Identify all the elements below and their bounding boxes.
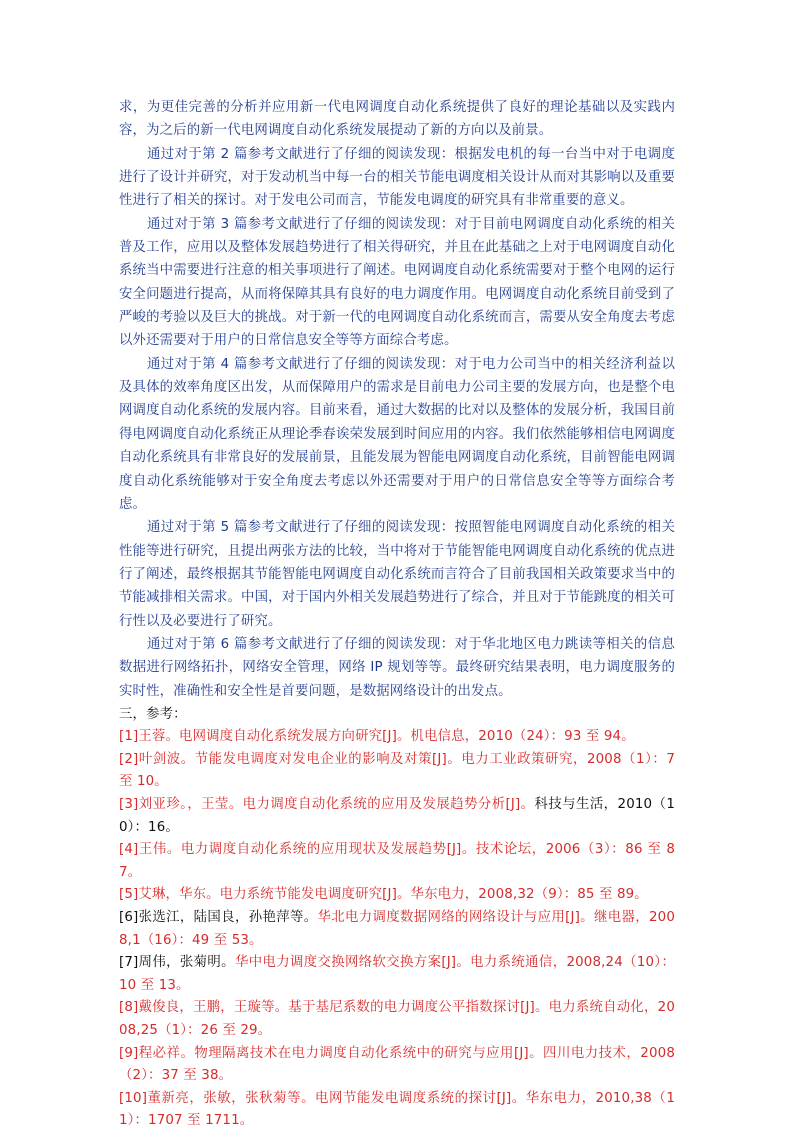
reference-text: 华中电力调度交换网络软交换方案[J]。电力系统通信，2008,24（10）：10 至 13。 — [119, 955, 676, 993]
reference-text-plain: 科技与生活，2010（10）：16。 — [119, 797, 675, 835]
paragraph-ref-6: 通过对于第 6 篇参考文献进行了仔细的阅读发现：对于华北地区电力跳读等相关的信息数据进行网络拓扑，网络安全管理，网络 IP 规划等等。最终研究结果表明，电力调度服务的实时性，准确性和安全性是首要问题，是数据网络设计的出发点。 — [119, 636, 675, 699]
document-page — [119, 96, 675, 1133]
reference-item — [119, 997, 675, 1042]
reference-item — [119, 952, 675, 997]
reference-item — [119, 794, 675, 839]
reference-text: [5]艾琳，华东。电力系统节能发电调度研究[J]。华东电力，2008,32（9）：85 至 89。 — [119, 887, 648, 903]
reference-text: [8]戴俊良，王鹏，王璇等。基于基尼系数的电力调度公平指数探讨[J]。电力系统自动化，2008,25（1）：26 至 29。 — [119, 1000, 675, 1038]
section-heading: 三，参考： — [119, 706, 187, 722]
reference-text: 华北电力调度数据网络的网络设计与应用[J]。继电器，2008,1（16）：49 至 53。 — [119, 910, 675, 948]
reference-text-plain: [7]周伟，张菊明。 — [119, 955, 235, 971]
reference-text: [1]王蓉。电网调度自动化系统发展方向研究[J]。机电信息，2010（24）：93 至 94。 — [119, 729, 635, 745]
reference-item — [119, 726, 675, 749]
reference-item — [119, 884, 675, 907]
reference-text: [10]董新亮，张敏，张秋菊等。电网节能发电调度系统的探讨[J]。华东电力，2010,38（11）：1707 至 1711。 — [119, 1090, 675, 1129]
paragraph-ref-4: 通过对于第 4 篇参考文献进行了仔细的阅读发现：对于电力公司当中的相关经济利益以及具体的效率角度区出发，从而保障用户的需求是目前电力公司主要的发展方向，也是整个电网调度自动化系统的发展内容。目前来看，通过大数据的比对以及整体的发展分析，我国目前得电网调度自动化系统正从理论季春诶荣发展到时间应用的内容。我们依然能够相信电网调度自动化系统具有非常良好的发展前景，且能发展为智能电网调度自动化系统，目前智能电网调度自动化系统能够对于安全角度去考虑以外还需要对于用户的日常信息安全等等方面综合考虑。 — [119, 356, 675, 512]
reference-item — [119, 1088, 675, 1133]
reference-text-plain: [6]张选江，陆国良，孙艳萍等。 — [119, 910, 318, 926]
reference-item — [119, 839, 675, 884]
paragraph-continuation: 求，为更佳完善的分析并应用新一代电网调度自动化系统提供了良好的理论基础以及实践内容，为之后的新一代电网调度自动化系统发展提动了新的方向以及前景。 — [119, 100, 675, 139]
reference-item — [119, 907, 675, 952]
reference-text: [4]王伟。电力调度自动化系统的应用现状及发展趋势[J]。技术论坛，2006（3）：86 至 87。 — [119, 842, 675, 880]
reference-list — [119, 726, 675, 1133]
reference-item — [119, 1043, 675, 1088]
paragraph-ref-3: 通过对于第 3 篇参考文献进行了仔细的阅读发现：对于目前电网调度自动化系统的相关普及工作，应用以及整体发展趋势进行了相关得研究，并且在此基础之上对于电网调度自动化系统当中需要进行注意的相关事项进行了阐述。电网调度自动化系统需要对于整个电网的运行安全问题进行提高，从而将保障其具有良好的电力调度作用。电网调度自动化系统目前受到了严峻的考验以及巨大的挑战。对于新一代的电网调度自动化系统而言，需要从安全角度去考虑以外还需要对于用户的日常信息安全等等方面综合考虑。 — [119, 216, 675, 349]
paragraph-ref-2: 通过对于第 2 篇参考文献进行了仔细的阅读发现：根据发电机的每一台当中对于电调度进行了设计并研究，对于发动机当中每一台的相关节能电调度相关设计从而对其影响以及重要性进行了相关的探讨。对于发电公司而言，节能发电调度的研究具有非常重要的意义。 — [119, 146, 675, 209]
paragraph-ref-5: 通过对于第 5 篇参考文献进行了仔细的阅读发现：按照智能电网调度自动化系统的相关性能等进行研究，且提出两张方法的比较，当中将对于节能智能电网调度自动化系统的优点进行了阐述，最终根据其节能智能电网调度自动化系统而言符合了目前我国相关政策要求当中的节能减排相关需求。中国，对于国内外相关发展趋势进行了综合，并且对于节能跳度的相关可行性以及必要进行了研究。 — [119, 520, 675, 629]
reference-item — [119, 749, 675, 794]
reference-text: [3]刘亚珍。，王莹。电力调度自动化系统的应用及发展趋势分析[J]。 — [119, 797, 535, 813]
reference-text: [9]程必祥。物理隔离技术在电力调度自动化系统中的研究与应用[J]。四川电力技术，2008（2）：37 至 38。 — [119, 1045, 675, 1084]
reference-text: [2]叶剑波。节能发电调度对发电企业的影响及对策[J]。电力工业政策研究，2008（1）：7 至 10。 — [119, 751, 675, 790]
